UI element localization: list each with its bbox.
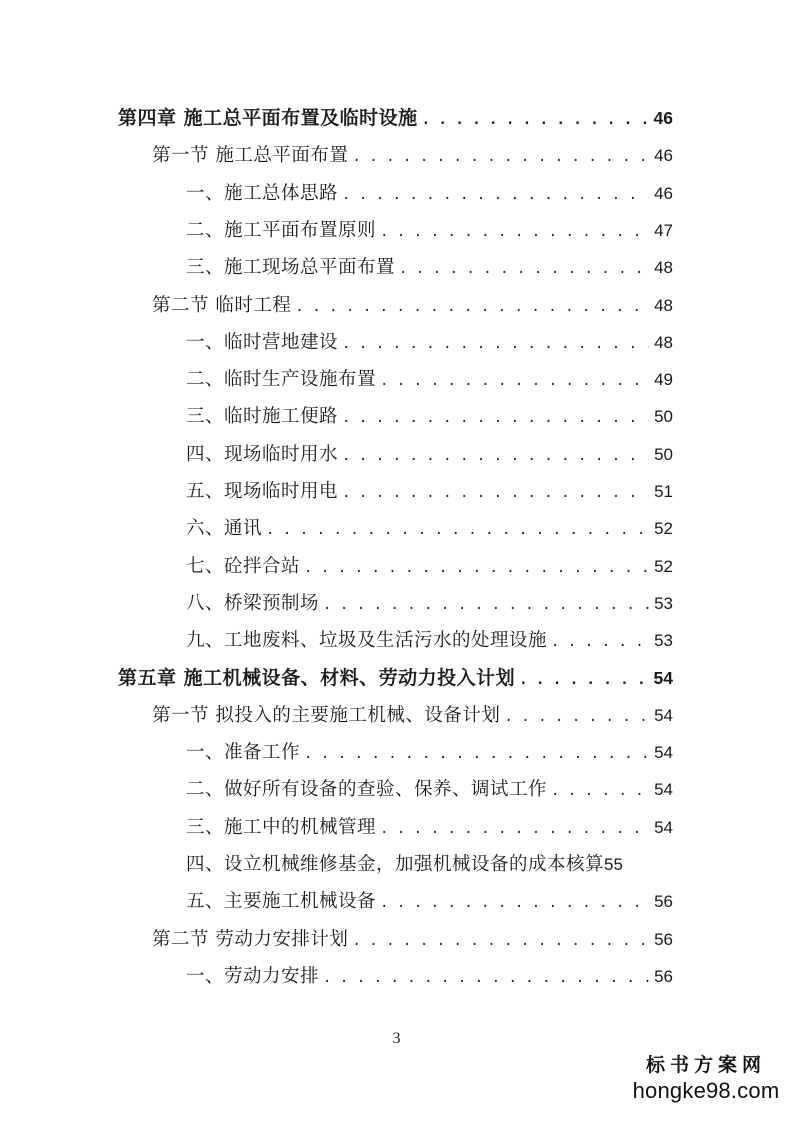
toc-entry-title: 第一节 拟投入的主要施工机械、设备计划	[152, 704, 501, 726]
toc-item[interactable]	[186, 249, 673, 286]
toc-entry-title: 四、现场临时用水	[186, 443, 339, 465]
toc-entry-title: 三、施工中的机械管理	[186, 816, 377, 838]
toc-item[interactable]	[186, 846, 673, 883]
toc-entry-title: 二、做好所有设备的查验、保养、调试工作	[186, 779, 548, 801]
toc-entry-page: 46	[654, 183, 673, 203]
toc-item[interactable]	[186, 771, 673, 808]
toc-item[interactable]	[186, 436, 673, 473]
toc-chapter[interactable]	[118, 100, 673, 137]
toc-dot-leader	[266, 512, 649, 549]
toc-entry-title: 九、工地废料、垃圾及生活污水的处理设施	[186, 630, 548, 652]
toc-entry-page: 48	[654, 295, 673, 315]
toc-item[interactable]	[186, 809, 673, 846]
toc-entry-page: 54	[654, 817, 673, 837]
toc-entry-page: 52	[654, 556, 673, 576]
toc-dot-leader	[342, 400, 649, 437]
toc-dot-leader	[504, 699, 649, 736]
toc-entry-title: 第五章 施工机械设备、材料、劳动力投入计划	[118, 666, 516, 689]
toc-entry-page: 46	[653, 108, 673, 128]
toc-item[interactable]	[186, 361, 673, 398]
toc-entry-title: 一、施工总体思路	[186, 182, 339, 204]
toc-dot-leader	[380, 885, 649, 922]
toc-entry-page: 46	[654, 146, 673, 166]
toc-entry-page: 54	[654, 743, 673, 763]
toc-dot-leader	[304, 736, 649, 773]
toc-entry-title: 第四章 施工总平面布置及临时设施	[118, 107, 418, 129]
toc-item[interactable]	[186, 324, 673, 361]
toc-item[interactable]	[186, 622, 673, 659]
toc-entry-title: 二、施工平面布置原则	[186, 219, 377, 241]
table-of-contents	[0, 100, 793, 1005]
toc-entry-title: 二、临时生产设施布置	[186, 369, 377, 391]
toc-entry-title: 六、通讯	[186, 518, 263, 540]
toc-entry-title: 八、桥梁预制场	[186, 592, 320, 614]
toc-item[interactable]	[186, 883, 673, 920]
toc-entry-page: 51	[654, 482, 673, 501]
toc-dot-leader	[304, 550, 649, 587]
toc-section[interactable]	[152, 137, 673, 174]
toc-entry-title: 三、临时施工便路	[186, 406, 339, 428]
toc-entry-page: 48	[654, 332, 673, 352]
toc-item[interactable]	[186, 212, 673, 249]
watermark-url: hongke98.com	[632, 1078, 780, 1103]
toc-dot-leader	[380, 363, 649, 400]
toc-item[interactable]	[186, 958, 673, 995]
toc-dot-leader	[342, 438, 649, 475]
toc-chapter[interactable]	[118, 660, 673, 697]
toc-item[interactable]	[186, 473, 673, 510]
toc-entry-title: 第一节 施工总平面布置	[152, 145, 349, 167]
toc-entry-page: 53	[654, 631, 673, 651]
toc-section[interactable]	[152, 921, 673, 958]
toc-entry-title: 一、劳动力安排	[186, 965, 320, 987]
toc-entry-title: 第二节 劳动力安排计划	[152, 928, 349, 950]
toc-entry-page: 54	[653, 667, 673, 688]
watermark-chinese: 标书方案网	[645, 1054, 766, 1076]
toc-dot-leader	[422, 102, 649, 139]
toc-dot-leader	[342, 177, 649, 214]
toc-dot-leader	[352, 139, 649, 176]
toc-dot-leader	[551, 773, 649, 810]
toc-entry-page: 47	[654, 220, 673, 240]
toc-entry-title: 四、设立机械维修基金，加强机械设备的成本核算	[186, 854, 605, 875]
toc-item[interactable]	[186, 175, 673, 212]
toc-item[interactable]	[186, 548, 673, 585]
toc-entry-page: 54	[654, 780, 673, 800]
toc-entry-title: 第二节 临时工程	[152, 294, 292, 316]
toc-dot-leader	[342, 475, 649, 512]
toc-entry-title: 一、临时营地建设	[186, 331, 339, 353]
toc-item[interactable]	[186, 734, 673, 771]
toc-entry-title: 一、准备工作	[186, 742, 301, 764]
toc-item[interactable]	[186, 510, 673, 547]
toc-dot-leader	[519, 662, 648, 699]
toc-dot-leader	[323, 587, 649, 624]
site-watermark	[631, 1052, 781, 1112]
toc-entry-title: 五、主要施工机械设备	[186, 891, 377, 913]
toc-entry-page: 56	[654, 892, 673, 912]
toc-entry-page: 49	[654, 370, 673, 390]
toc-dot-leader	[380, 811, 649, 848]
toc-section[interactable]	[152, 697, 673, 734]
toc-entry-page: 53	[654, 593, 673, 613]
toc-dot-leader	[352, 923, 649, 960]
toc-dot-leader	[399, 251, 649, 288]
toc-dot-leader	[380, 214, 649, 251]
toc-item[interactable]	[186, 585, 673, 622]
toc-entry-page: 54	[654, 705, 673, 725]
toc-dot-leader	[342, 326, 649, 363]
toc-entry-page: 55	[604, 855, 623, 874]
toc-entry-page: 48	[654, 258, 673, 278]
toc-entry-page: 50	[654, 407, 673, 427]
page-number: 3	[392, 1030, 401, 1047]
toc-entry-page: 52	[654, 519, 673, 539]
toc-entry-page: 50	[654, 444, 673, 464]
toc-dot-leader	[323, 960, 649, 997]
toc-entry-page: 56	[654, 966, 673, 986]
toc-item[interactable]	[186, 398, 673, 435]
toc-entry-title: 七、砼拌合站	[186, 555, 301, 577]
toc-entry-title: 五、现场临时用电	[186, 481, 339, 502]
toc-section[interactable]	[152, 287, 673, 324]
toc-dot-leader	[551, 624, 649, 661]
toc-entry-page: 56	[654, 929, 673, 949]
toc-dot-leader	[295, 289, 649, 326]
toc-entry-title: 三、施工现场总平面布置	[186, 257, 396, 279]
